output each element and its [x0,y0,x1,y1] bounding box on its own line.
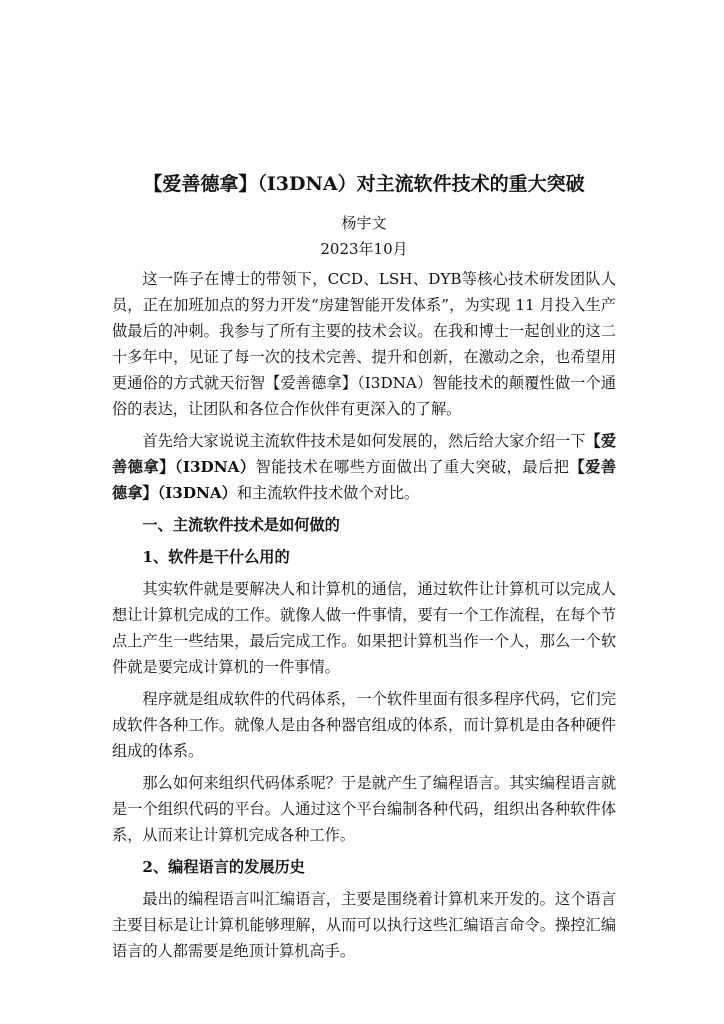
outline-paragraph [112,428,616,506]
document-page [112,168,616,970]
intro-paragraph: 这一阵子在博士的带领下，CCD、LSH、DYB等核心技术研发团队人员，正在加班加点的努力开发“房建智能开发体系”，为实现 11 月投入生产做最后的冲刺。我参与了所有主要的技术会议。在我和博士一起创业的这二十多年中，见证了每一次的技术完善、提升和创新，在激动之余，也希望用更通俗的方式就天衍智【爱善德拿】（I3DNA）智能技术的颠覆性做一个通俗的表达，让团队和各位合作伙伴有更深入的了解。 [112,270,616,418]
subsection-1-paragraph-2: 程序就是组成软件的代码体系，一个软件里面有很多程序代码，它们完成软件各种工作。就像人是由各种器官组成的体系，而计算机是由各种硬件组成的体系。 [112,690,616,760]
outline-text-1: 首先给大家说说主流软件技术是如何发展的，然后给大家介绍一下 [142,432,586,450]
document-author: 杨宇文 [341,214,387,232]
subsection-1-paragraph-1: 其实软件就是要解决人和计算机的通信，通过软件让计算机可以完成人想让计算机完成的工作。就像人做一件事情，要有一个工作流程，在每个节点上产生一些结果，最后完成工作。如果把计算机当作一个人，那么一个软件就是要完成计算机的一件事情。 [112,580,616,676]
section-1-heading: 一、主流软件技术是如何做的 [142,516,340,534]
outline-text-3: 和主流软件技术做个对比。 [236,484,420,502]
outline-brand-2: 【爱善德拿】（I3DNA） [112,458,617,502]
subsection-1-paragraph-3: 那么如何来组织代码体系呢？于是就产生了编程语言。其实编程语言就是一个组织代码的平台。人通过这个平台编制各种代码，组织出各种软件体系，从而来让计算机完成各种工作。 [112,774,616,844]
subsection-1-heading: 1、软件是干什么用的 [142,548,290,566]
outline-text-2: 智能技术在哪些方面做出了重大突破，最后把 [255,458,570,476]
subsection-2-heading: 2、编程语言的发展历史 [142,858,305,876]
subsection-2-paragraph-1: 最出的编程语言叫汇编语言，主要是围绕着计算机来开发的。这个语言主要目标是让计算机能够理解，从而可以执行这些汇编语言命令。操控汇编语言的人都需要是绝顶计算机高手。 [112,890,616,960]
document-date: 2023年10月 [320,240,408,258]
document-title: 【爱善德拿】（I3DNA）对主流软件技术的重大突破 [143,173,585,195]
outline-brand-1: 【爱善德拿】（I3DNA） [112,432,617,476]
